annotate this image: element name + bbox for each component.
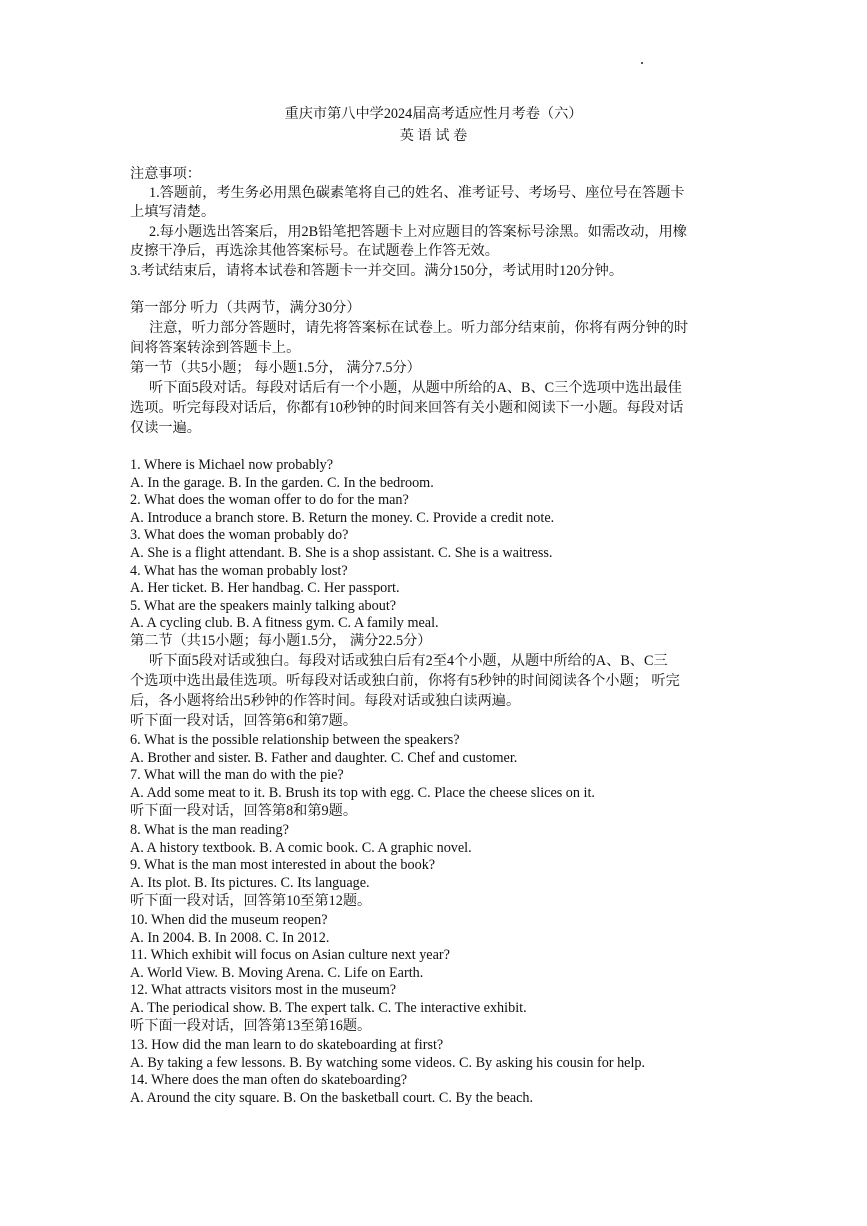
question-line: 2. What does the woman offer to do for the man? [130, 492, 409, 508]
notice-heading: 注意事项： [130, 166, 201, 182]
scan-dot [641, 62, 643, 64]
question-line: 1. Where is Michael now probably? [130, 457, 334, 473]
section1-intro: 选项。听完每段对话后，你都有10秒钟的时间来回答有关小题和阅读下一小题。每段对话 [130, 400, 684, 416]
dialogue-instruction: 听下面一段对话，回答第6和第7题。 [130, 713, 358, 729]
options-line: A. Brother and sister. B. Father and daughter. C. Chef and customer. [130, 750, 518, 766]
options-line: A. A cycling club. B. A fitness gym. C. A family meal. [130, 615, 439, 631]
section2-heading: 第二节（共15小题；每小题1.5分， 满分22.5分） [130, 633, 432, 649]
question-line: 3. What does the woman probably do? [130, 527, 349, 543]
options-line: A. Her ticket. B. Her handbag. C. Her passport. [130, 580, 400, 596]
options-line: A. Introduce a branch store. B. Return the money. C. Provide a credit note. [130, 510, 555, 526]
options-line: A. Around the city square. B. On the basketball court. C. By the beach. [130, 1090, 534, 1106]
question-line: 10. When did the museum reopen? [130, 912, 328, 928]
notice-line: 皮擦干净后，再选涂其他答案标号。在试题卷上作答无效。 [130, 243, 499, 259]
options-line: A. In the garage. B. In the garden. C. In the bedroom. [130, 475, 434, 491]
question-line: 14. Where does the man often do skateboarding? [130, 1072, 408, 1088]
section2-intro: 听下面5段对话或独白。每段对话或独白后有2至4个小题，从题中所给的A、B、C三 [149, 653, 668, 669]
options-line: A. World View. B. Moving Arena. C. Life on Earth. [130, 965, 424, 981]
options-line: A. Add some meat to it. B. Brush its top with egg. C. Place the cheese slices on it. [130, 785, 595, 801]
part1-intro: 注意，听力部分答题时，请先将答案标在试卷上。听力部分结束前，你将有两分钟的时 [149, 320, 689, 336]
exam-title: 重庆市第八中学2024届高考适应性月考卷（六） [284, 106, 583, 122]
question-line: 12. What attracts visitors most in the museum? [130, 982, 397, 998]
options-line: A. Its plot. B. Its pictures. C. Its language. [130, 875, 370, 891]
section1-intro: 仅读一遍。 [130, 420, 201, 436]
question-line: 9. What is the man most interested in about the book? [130, 857, 436, 873]
notice-line: 上填写清楚。 [130, 204, 216, 220]
part1-intro: 间将答案转涂到答题卡上。 [130, 340, 301, 356]
notice-line: 3.考试结束后，请将本试卷和答题卡一并交回。满分150分，考试用时120分钟。 [130, 263, 624, 279]
options-line: A. In 2004. B. In 2008. C. In 2012. [130, 930, 330, 946]
options-line: A. A history textbook. B. A comic book. C. A graphic novel. [130, 840, 472, 856]
section2-intro: 后，各小题将给出5秒钟的作答时间。每段对话或独白读两遍。 [130, 693, 521, 709]
options-line: A. By taking a few lessons. B. By watching some videos. C. By asking his cousin for help. [130, 1055, 646, 1071]
section2-intro: 个选项中选出最佳选项。听每段对话或独白前，你将有5秒钟的时间阅读各个小题； 听完 [130, 673, 680, 689]
section1-intro: 听下面5段对话。每段对话后有一个小题，从题中所给的A、B、C三个选项中选出最佳 [149, 380, 682, 396]
dialogue-instruction: 听下面一段对话，回答第8和第9题。 [130, 803, 358, 819]
dialogue-instruction: 听下面一段对话，回答第10至第12题。 [130, 893, 372, 909]
notice-line: 2.每小题选出答案后，用2B铅笔把答题卡上对应题目的答案标号涂黑。如需改动，用橡 [149, 224, 687, 240]
question-line: 6. What is the possible relationship between the speakers? [130, 732, 460, 748]
question-line: 11. Which exhibit will focus on Asian culture next year? [130, 947, 450, 963]
question-line: 13. How did the man learn to do skateboarding at first? [130, 1037, 444, 1053]
part1-heading: 第一部分 听力（共两节，满分30分） [130, 300, 361, 316]
exam-subtitle: 英 语 试 卷 [399, 128, 468, 144]
question-line: 8. What is the man reading? [130, 822, 289, 838]
question-line: 7. What will the man do with the pie? [130, 767, 344, 783]
notice-line: 1.答题前，考生务必用黑色碳素笔将自己的姓名、准考证号、考场号、座位号在答题卡 [149, 185, 685, 201]
options-line: A. She is a flight attendant. B. She is a shop assistant. C. She is a waitress. [130, 545, 553, 561]
section1-heading: 第一节（共5小题； 每小题1.5分， 满分7.5分） [130, 360, 421, 376]
question-line: 5. What are the speakers mainly talking about? [130, 598, 397, 614]
dialogue-instruction: 听下面一段对话，回答第13至第16题。 [130, 1018, 372, 1034]
options-line: A. The periodical show. B. The expert talk. C. The interactive exhibit. [130, 1000, 527, 1016]
question-line: 4. What has the woman probably lost? [130, 563, 348, 579]
